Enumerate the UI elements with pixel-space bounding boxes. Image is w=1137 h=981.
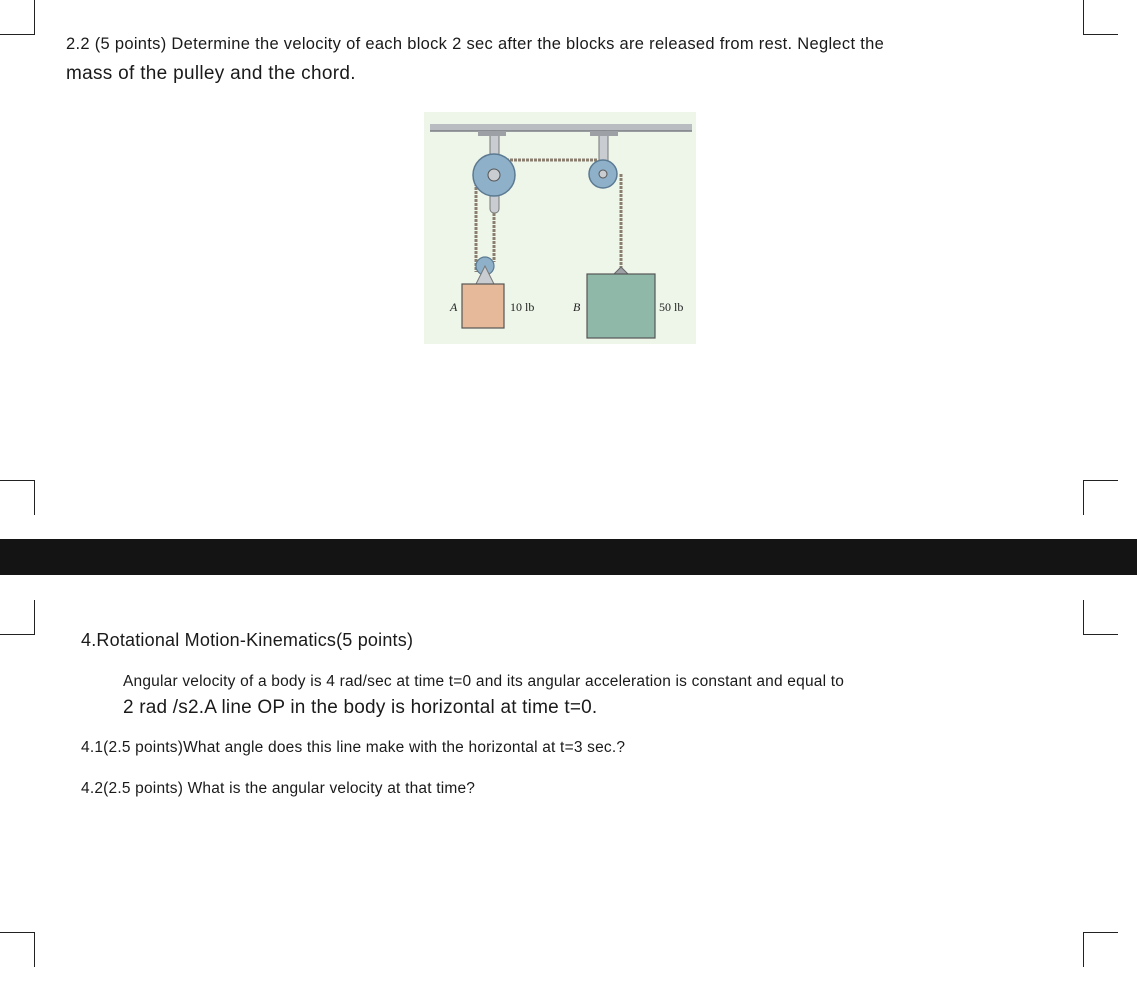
question-4-2: 4.2(2.5 points) What is the angular velocity at that time? <box>81 780 476 797</box>
crop-mark-mid-right-upper <box>1083 480 1118 515</box>
crop-mark-top-left <box>0 0 35 35</box>
crop-mark-mid-right-lower <box>1083 600 1118 635</box>
right-hanger-mount <box>590 131 618 136</box>
problem-2-2-line-1: 2.2 (5 points) Determine the velocity of each block 2 sec after the blocks are released from rest. Neglect the <box>66 35 885 53</box>
block-a-label: A <box>450 300 458 314</box>
block-a <box>462 284 504 328</box>
left-pulley-hub <box>488 169 500 181</box>
section-4-text-line-2: 2 rad /s2.A line OP in the body is horizontal at time t=0. <box>123 697 598 718</box>
section-4-text-line-1: Angular velocity of a body is 4 rad/sec at time t=0 and its angular acceleration is constant and equal to <box>123 673 845 690</box>
question-4-1: 4.1(2.5 points)What angle does this line make with the horizontal at t=3 sec.? <box>81 739 626 756</box>
ceiling-beam <box>430 124 692 131</box>
crop-mark-mid-left-upper <box>0 480 35 515</box>
crop-mark-top-right <box>1083 0 1118 35</box>
block-a-weight: 10 lb <box>510 300 535 314</box>
block-b-weight: 50 lb <box>659 300 684 314</box>
left-hanger-mount <box>478 131 506 136</box>
crop-mark-bottom-left <box>0 932 35 967</box>
block-b <box>587 274 655 338</box>
problem-2-2-line-2: mass of the pulley and the chord. <box>66 63 356 84</box>
section-4-title: 4.Rotational Motion-Kinematics(5 points) <box>81 630 414 650</box>
crop-mark-mid-left-lower <box>0 600 35 635</box>
right-pulley-hub <box>599 170 607 178</box>
pulley-system-figure <box>424 112 696 344</box>
page-divider-bar <box>0 539 1137 575</box>
crop-mark-bottom-right <box>1083 932 1118 967</box>
block-b-label: B <box>573 300 581 314</box>
